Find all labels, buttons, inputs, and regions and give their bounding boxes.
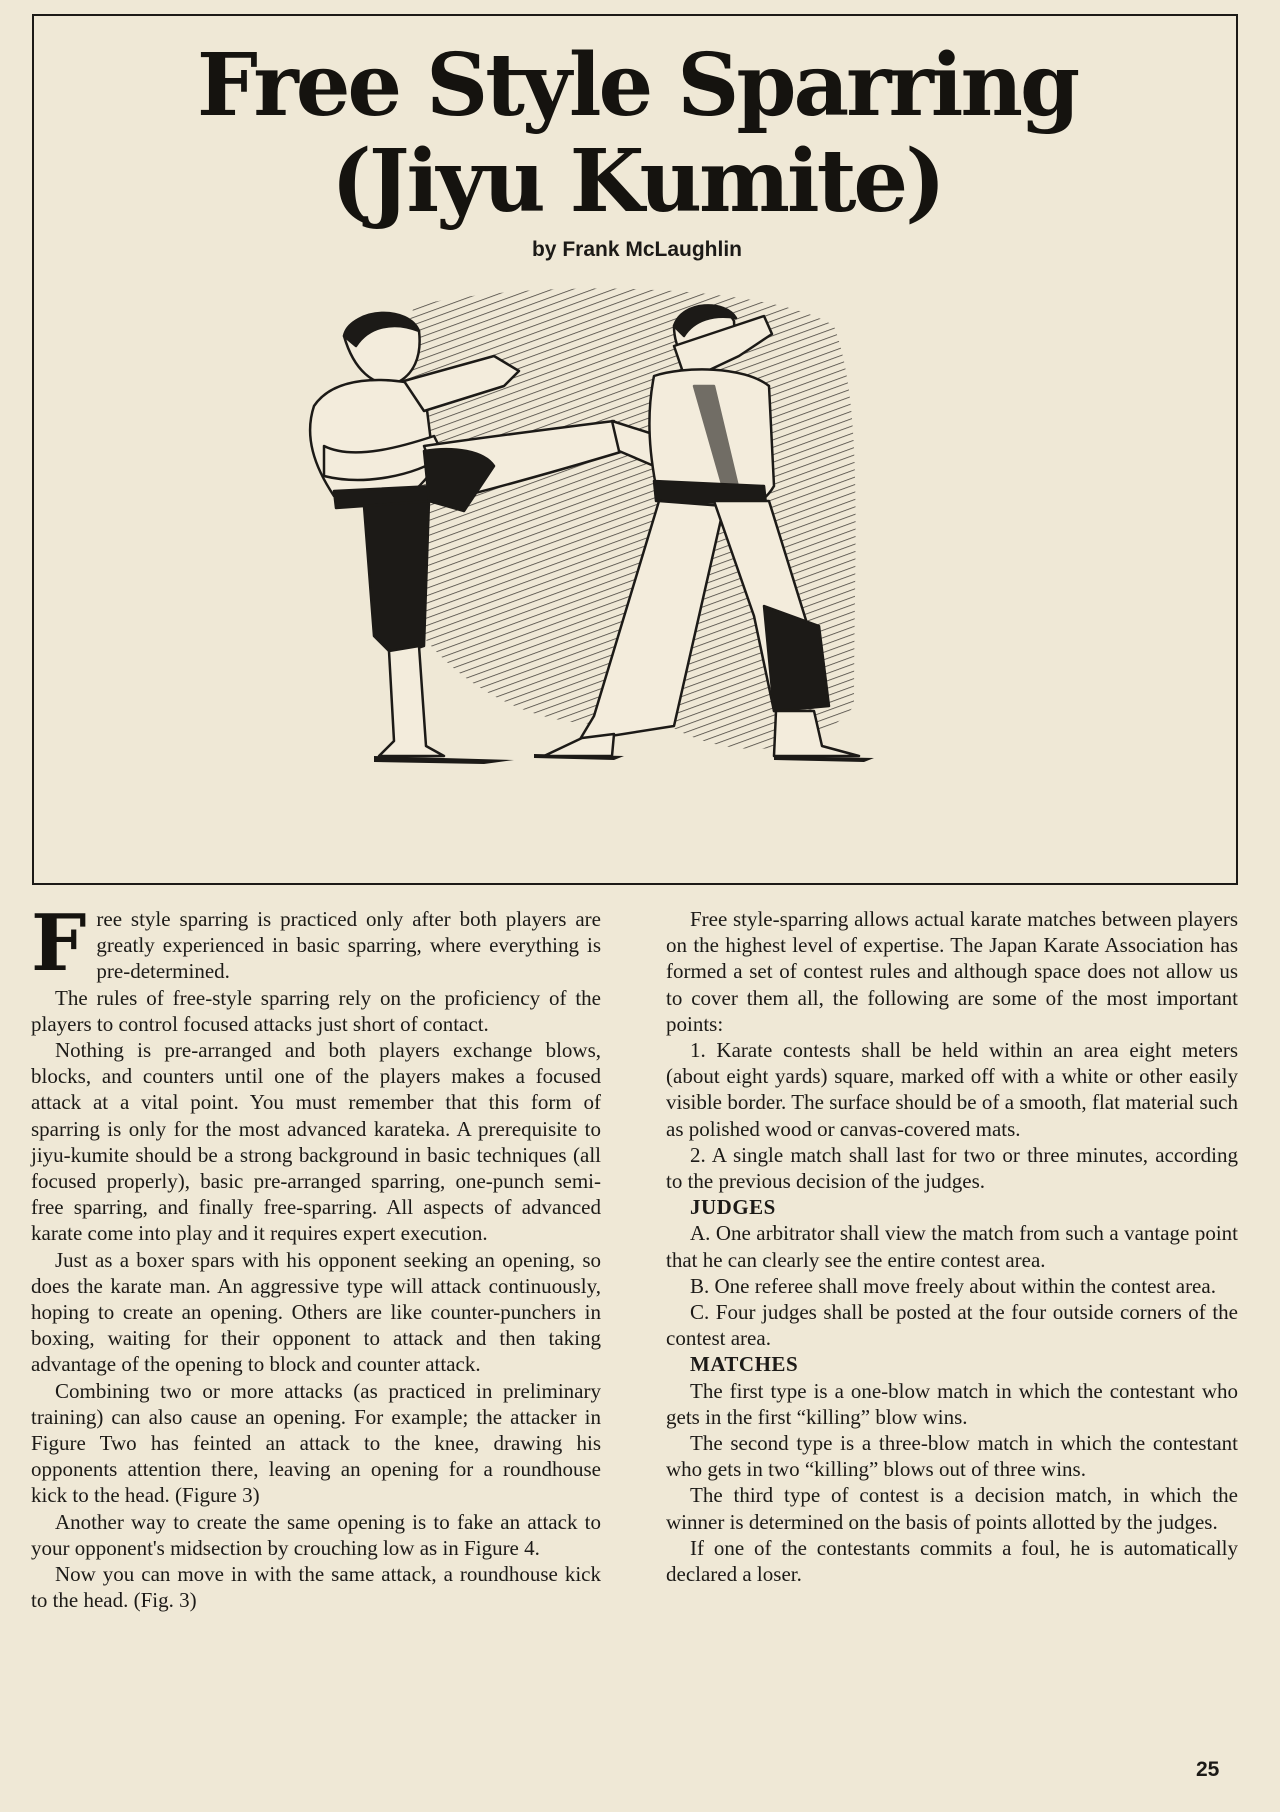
two-karateka-sparring-drawing — [294, 286, 1014, 886]
article-title-line2: (Jiyu Kumite) — [331, 131, 943, 232]
match-type-2-paragraph: The second type is a three-blow match in which the contestant who gets in two “killing” blows out of three wins. — [666, 1431, 1238, 1482]
judges-c-paragraph: C. Four judges shall be posted at the four outside corners of the contest area. — [666, 1300, 1238, 1351]
judges-b-paragraph: B. One referee shall move freely about within the contest area. — [690, 1273, 1216, 1298]
right-column — [666, 906, 1238, 1587]
foul-paragraph: If one of the contestants commits a foul, he is automatically declared a loser. — [666, 1535, 1238, 1587]
left-paragraph-3: Nothing is pre-arranged and both players exchange blows, blocks, and counters until one of the players makes a focused attack at a vital point. You must remember that this form of sparring is only for the most advanced karateka. A prerequisite to jiyu-kumite should be a strong background in basic techniques (all focused properly), basic pre-arranged sparring, one-punch semi-free sparring, and finally free-sparring. All aspects of advanced karate come into play and it requires expert execution. — [31, 1038, 601, 1246]
dropcap-letter: F — [31, 898, 87, 989]
left-paragraph-5: Combining two or more attacks (as practiced in preliminary training) can also cause an opening. For example; the attacker in Figure Two has feinted an attack to the knee, drawing his opponents attention there, leaving an opening for a roundhouse kick to the head. (Figure 3) — [31, 1378, 601, 1508]
rule-1-paragraph: 1. Karate contests shall be held within an area eight meters (about eight yards) square, marked off with a white or other easily visible border. The surface should be of a smooth, flat material such as polished wood or canvas-covered mats. — [666, 1038, 1238, 1141]
page-number: 25 — [1196, 1758, 1220, 1781]
right-paragraph-1: Free style-sparring allows actual karate matches between players on the highest level of expertise. The Japan Karate Association has formed a set of contest rules and although space does not allow us to cover them all, the following are some of the most important points: — [666, 907, 1238, 1036]
left-paragraph-1: ree style sparring is practiced only after both players are greatly experienced in basic sparring, where everything is pre-determined. — [96, 907, 601, 984]
left-paragraph-7: Now you can move in with the same attack, a roundhouse kick to the head. (Fig. 3) — [31, 1562, 601, 1613]
match-type-1-paragraph: The first type is a one-blow match in which the contestant who gets in the first “killing” blow wins. — [666, 1378, 1238, 1429]
judges-heading: JUDGES — [690, 1195, 776, 1220]
judges-a-paragraph: A. One arbitrator shall view the match from such a vantage point that he can clearly see the entire contest area. — [666, 1221, 1238, 1272]
left-column — [31, 898, 601, 1613]
left-paragraph-4: Just as a boxer spars with his opponent seeking an opening, so does the karate man. An aggressive type will attack continuously, hoping to create an opening. Others are like counter-punchers in boxing, waiting for their opponent to attack and then taking advantage of the opening to block and counter attack. — [31, 1247, 601, 1377]
title-frame — [32, 14, 1238, 885]
match-type-3-paragraph: The third type of contest is a decision match, in which the winner is determined on the basis of points allotted by the judges. — [666, 1483, 1238, 1534]
left-paragraph-6: Another way to create the same opening is to fake an attack to your opponent's midsection by crouching low as in Figure 4. — [31, 1509, 601, 1560]
rule-2-paragraph: 2. A single match shall last for two or three minutes, according to the previous decision of the judges. — [666, 1142, 1238, 1194]
article-byline: by Frank McLaughlin — [531, 238, 743, 261]
left-paragraph-2: The rules of free-style sparring rely on the proficiency of the players to control focused attacks just short of contact. — [31, 985, 601, 1036]
matches-heading: MATCHES — [690, 1352, 799, 1377]
article-title-line1: Free Style Sparring — [196, 35, 1078, 136]
